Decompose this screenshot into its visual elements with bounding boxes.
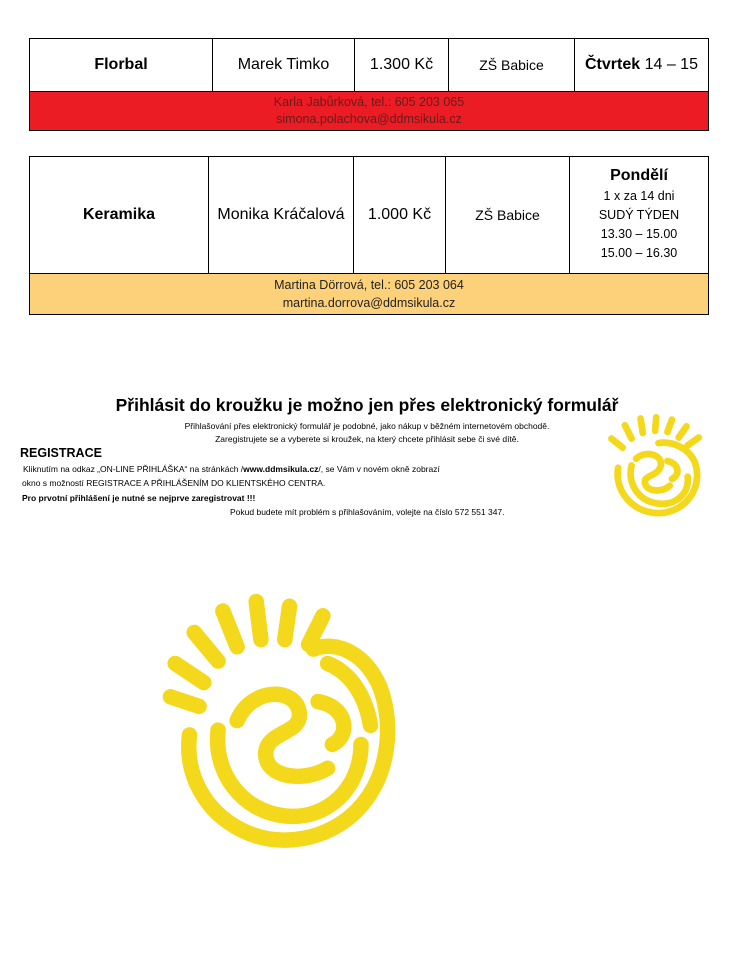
course-price: 1.000 Kč (354, 157, 446, 274)
course-table-keramika (29, 156, 709, 315)
course-name: Florbal (30, 39, 213, 92)
schedule-line: 15.00 – 16.30 (600, 246, 678, 260)
contact-phone: Martina Dörrová, tel.: 605 203 064 (274, 278, 464, 292)
course-day: Pondělí (610, 167, 668, 184)
course-name: Keramika (30, 157, 209, 274)
course-lector: Monika Kráčalová (209, 157, 354, 274)
contact-row (30, 92, 709, 131)
info-subtext: Přihlašování přes elektronický formulář je podobné, jako nákup v běžném internetovém obchodě. (184, 421, 550, 431)
contact-row (30, 274, 709, 315)
course-lector: Marek Timko (213, 39, 355, 92)
course-place: ZŠ Babice (446, 157, 570, 274)
course-place: ZŠ Babice (449, 39, 575, 92)
website-link[interactable]: www.ddmsikula.cz (243, 464, 319, 474)
sikula-logo-large-icon (160, 592, 400, 854)
contact-email[interactable]: simona.polachova@ddmsikula.cz (276, 112, 462, 126)
course-hours: 14 – 15 (644, 56, 698, 73)
info-heading: Přihlásit do kroužku je možno jen přes elektronický formulář (115, 395, 619, 415)
contact-cell (30, 92, 709, 131)
sikula-logo-small-icon (598, 414, 710, 526)
registration-line: okno s možností REGISTRACE A PŘIHLÁŠENÍM DO KLIENTSKÉHO CENTRA. (22, 478, 326, 488)
info-subtext: Zaregistrujete se a vyberete si kroužek, na který chcete přihlásit sebe či své dítě. (215, 434, 519, 444)
course-schedule (570, 157, 709, 274)
registration-warning: Pro prvotní přihlášení je nutné se nejprve zaregistrovat !!! (22, 493, 256, 503)
course-time (575, 39, 709, 92)
registration-title: REGISTRACE (20, 446, 102, 460)
help-phone-line: Pokud budete mít problém s přihlašováním, volejte na číslo 572 551 347. (230, 507, 505, 517)
registration-text: /, se Vám v novém okně zobrazí (318, 464, 440, 474)
contact-cell (30, 274, 709, 315)
schedule-line: 13.30 – 15.00 (600, 227, 678, 241)
contact-phone: Karla Jabůrková, tel.: 605 203 065 (273, 95, 465, 109)
course-row (30, 157, 709, 274)
contact-email[interactable]: martina.dorrova@ddmsikula.cz (282, 296, 456, 310)
course-price: 1.300 Kč (355, 39, 449, 92)
course-day: Čtvrtek (585, 56, 641, 73)
schedule-line: 1 x za 14 dni (603, 189, 675, 203)
schedule-line: SUDÝ TÝDEN (598, 208, 680, 222)
registration-text: Kliknutím na odkaz „ON-LINE PŘIHLÁŠKA“ na stránkách / (23, 464, 244, 474)
course-row (30, 39, 709, 92)
registration-line (23, 463, 440, 475)
course-table-florbal (29, 38, 709, 131)
